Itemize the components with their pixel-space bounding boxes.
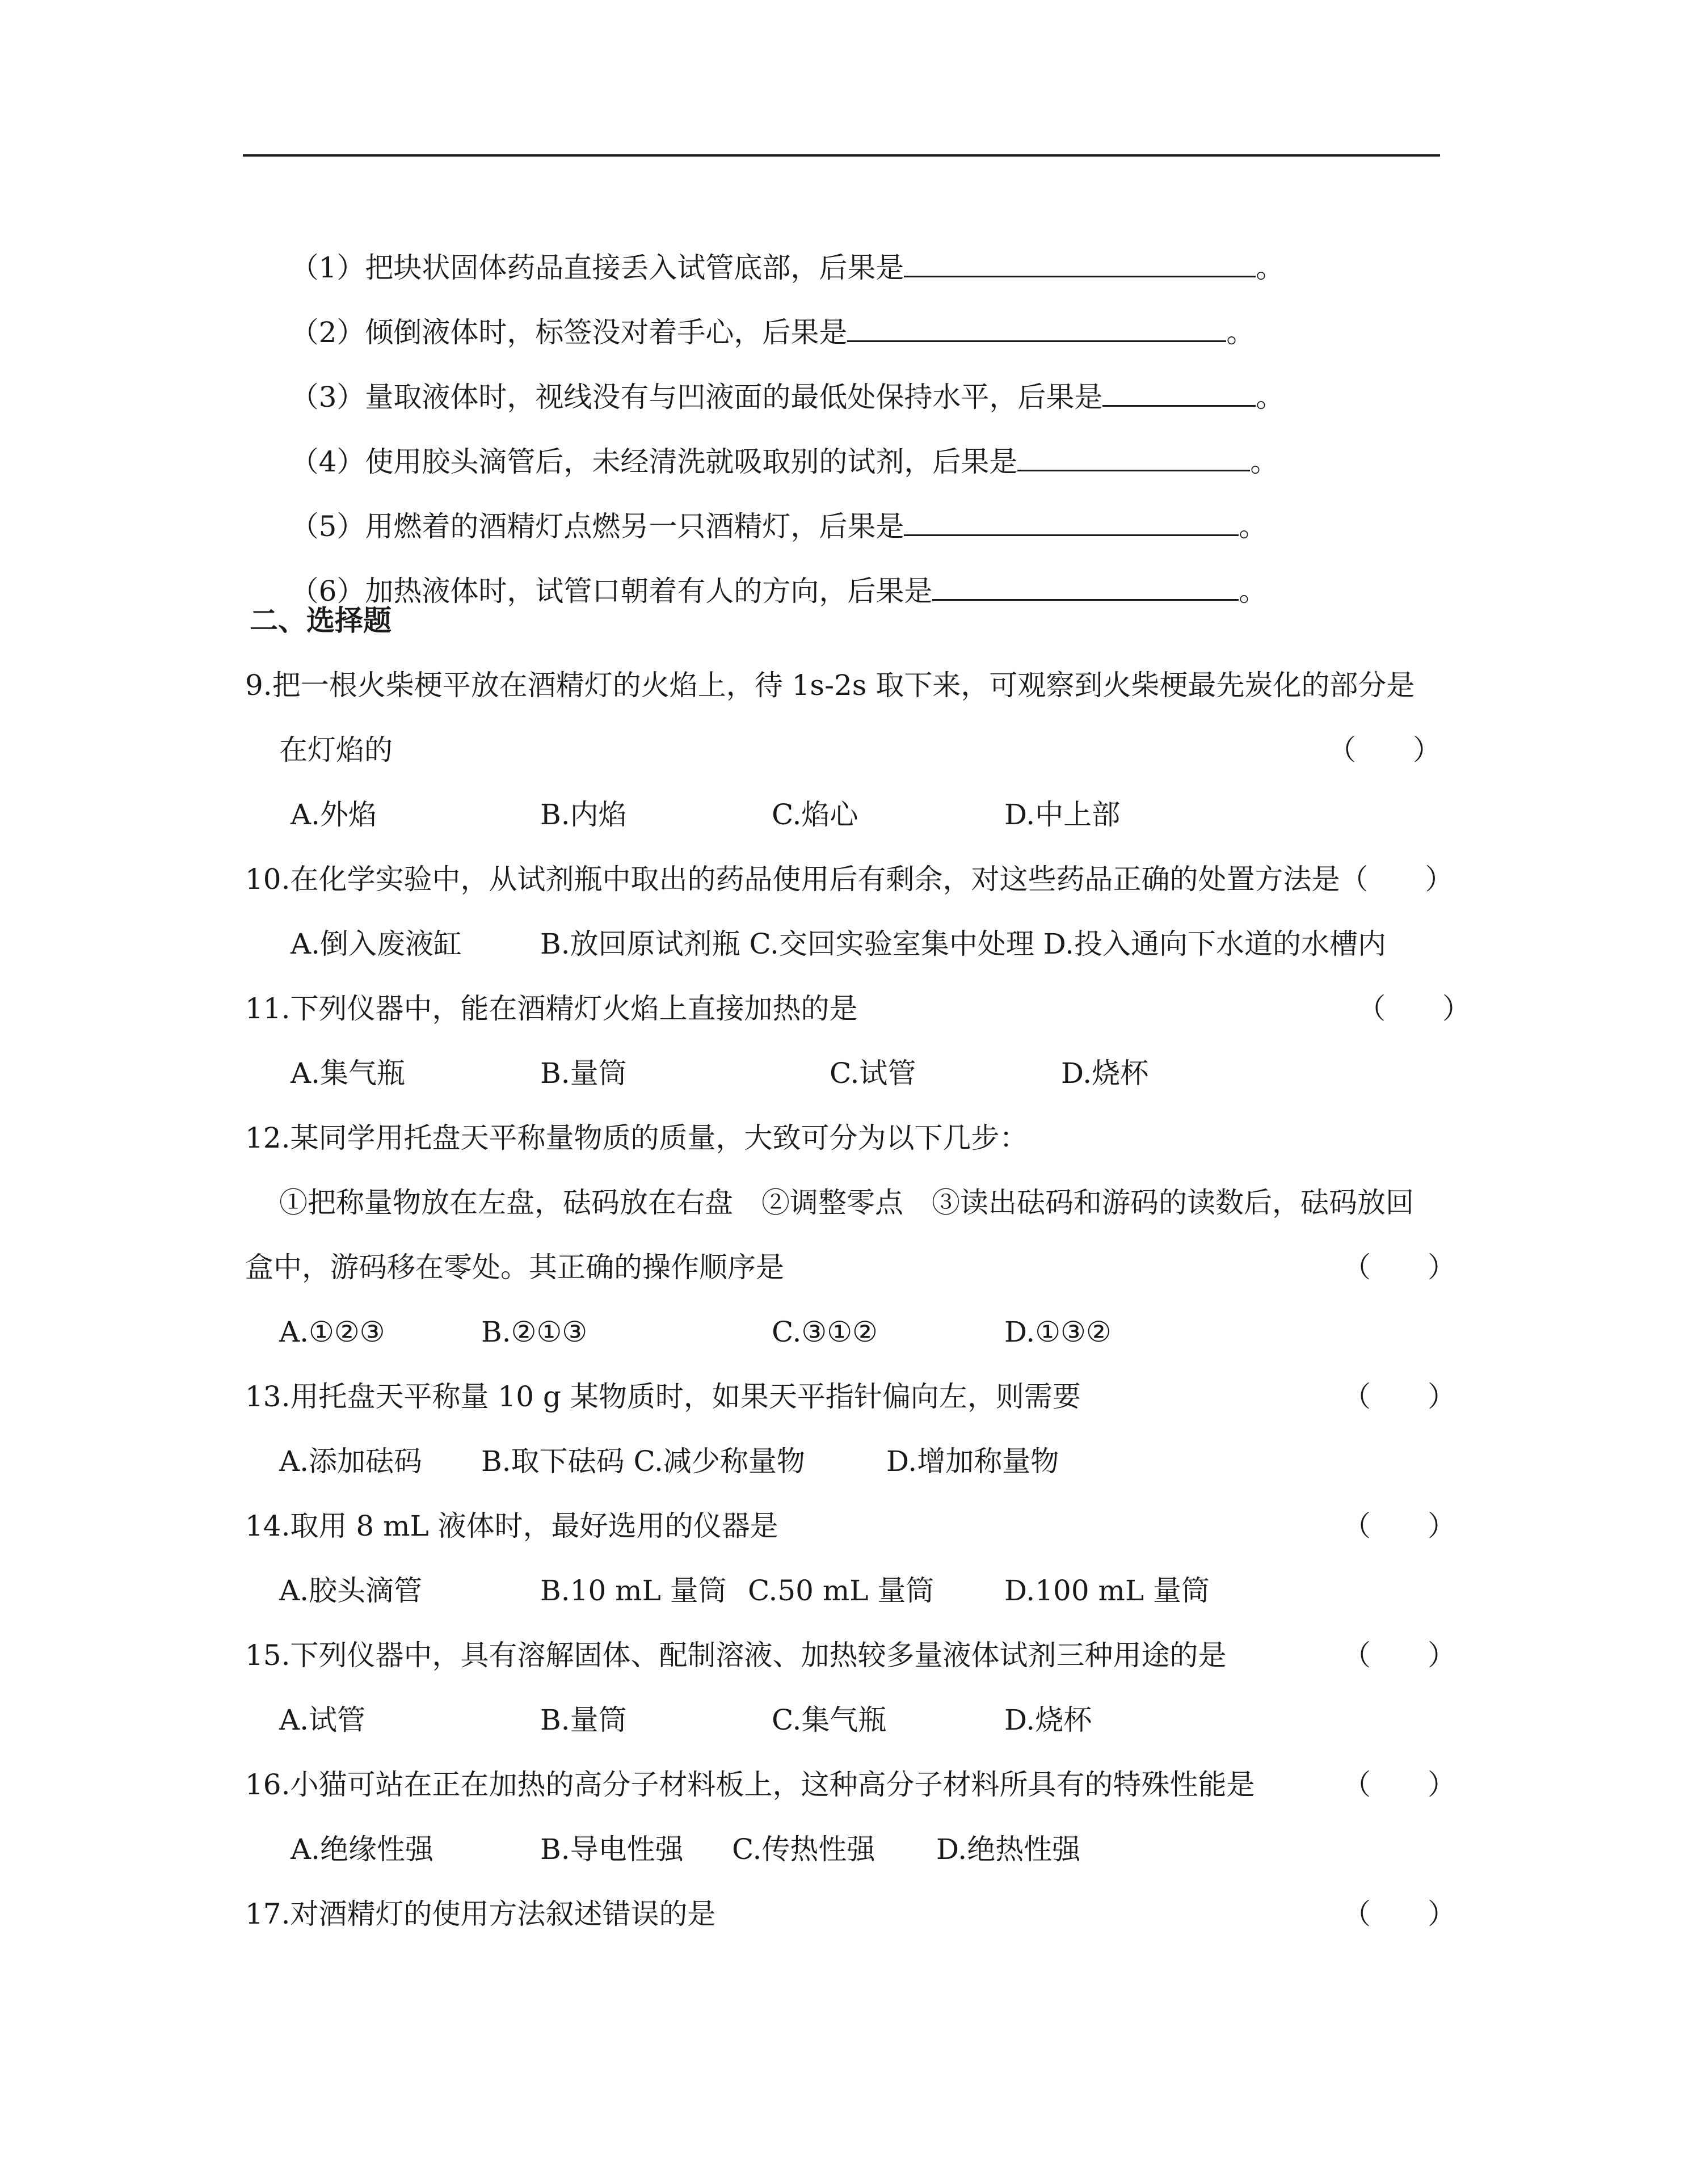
question-16-option-b[interactable]: B.导电性强 — [540, 1833, 684, 1866]
question-16-stem: 16.小猫可站在正在加热的高分子材料板上，这种高分子材料所具有的特殊性能是 — [245, 1768, 1255, 1801]
fill-item-3-text: （3）量取液体时，视线没有与凹液面的最低处保持水平，后果是 — [290, 381, 1103, 414]
fill-item-2-end: 。 — [1226, 316, 1255, 349]
fill-item-6 — [254, 539, 1267, 642]
question-9-stem: 9.把一根火柴梗平放在酒精灯的火焰上，待 1s-2s 取下来，可观察到火柴梗最先炭化的部分是 — [245, 669, 1415, 702]
question-14-stem: 14.取用 8 mL 液体时，最好选用的仪器是 — [245, 1510, 778, 1542]
question-11-option-a[interactable]: A.集气瓶 — [291, 1057, 406, 1090]
question-15-stem: 15.下列仪器中，具有溶解固体、配制溶液、加热较多量液体试剂三种用途的是 — [245, 1639, 1227, 1672]
answer-blank-1[interactable] — [904, 250, 1256, 277]
question-14-option-b[interactable]: B.10 mL 量筒 — [540, 1574, 727, 1607]
fill-item-5-end: 。 — [1239, 510, 1268, 543]
question-13-option-d[interactable]: D.增加称量物 — [886, 1445, 1059, 1478]
answer-blank-6[interactable] — [932, 573, 1239, 601]
question-15-option-d[interactable]: D.烧杯 — [1004, 1704, 1092, 1736]
question-9-option-b[interactable]: B.内焰 — [540, 798, 627, 831]
question-11-stem: 11.下列仪器中，能在酒精灯火焰上直接加热的是 — [245, 992, 858, 1025]
question-12-answer-paren[interactable]: （ ） — [1342, 1251, 1456, 1284]
question-9-option-c[interactable]: C.焰心 — [772, 798, 858, 831]
question-9-option-a[interactable]: A.外焰 — [291, 798, 377, 831]
fill-item-4-text: （4）使用胶头滴管后，未经清洗就吸取别的试剂，后果是 — [290, 445, 1018, 478]
question-10-option-a[interactable]: A.倒入废液缸 — [291, 927, 462, 960]
question-12-option-c[interactable]: C.③①② — [772, 1316, 878, 1348]
fill-item-4-end: 。 — [1250, 445, 1279, 478]
question-12-option-a[interactable]: A.①②③ — [279, 1316, 385, 1348]
question-16-answer-paren[interactable]: （ ） — [1342, 1768, 1456, 1801]
question-12-stem-steps: ①把称量物放在左盘，砝码放在右盘 ②调整零点 ③读出砝码和游码的读数后，砝码放回 — [279, 1186, 1414, 1219]
question-11-answer-paren[interactable]: （ ） — [1357, 992, 1471, 1025]
question-13-stem: 13.用托盘天平称量 10 g 某物质时，如果天平指针偏向左，则需要 — [245, 1380, 1081, 1413]
question-14-option-d[interactable]: D.100 mL 量筒 — [1004, 1574, 1210, 1607]
question-12-option-b[interactable]: B.②①③ — [481, 1316, 588, 1348]
question-12-option-d[interactable]: D.①③② — [1004, 1316, 1112, 1348]
question-15-option-c[interactable]: C.集气瓶 — [772, 1704, 887, 1736]
question-12-stem: 12.某同学用托盘天平称量物质的质量，大致可分为以下几步： — [245, 1121, 1028, 1154]
answer-blank-4[interactable] — [1017, 444, 1250, 471]
question-11-option-c[interactable]: C.试管 — [830, 1057, 916, 1090]
question-14-option-a[interactable]: A.胶头滴管 — [279, 1574, 423, 1607]
question-14-answer-paren[interactable]: （ ） — [1342, 1510, 1456, 1542]
question-9-option-d[interactable]: D.中上部 — [1004, 798, 1121, 831]
question-15-option-b[interactable]: B.量筒 — [540, 1704, 627, 1736]
question-9-stem-cont: 在灯焰的 — [279, 733, 393, 766]
fill-item-5-text: （5）用燃着的酒精灯点燃另一只酒精灯，后果是 — [290, 510, 904, 543]
fill-item-1-text: （1）把块状固体药品直接丢入试管底部，后果是 — [290, 251, 904, 284]
answer-blank-3[interactable] — [1102, 379, 1256, 407]
question-17-stem: 17.对酒精灯的使用方法叙述错误的是 — [245, 1898, 716, 1930]
question-12-stem-end: 盒中，游码移在零处。其正确的操作顺序是 — [245, 1251, 784, 1284]
header-rule — [243, 154, 1440, 157]
question-10-options-bcd[interactable]: B.放回原试剂瓶 C.交回实验室集中处理 D.投入通向下水道的水槽内 — [540, 927, 1386, 960]
question-11-option-d[interactable]: D.烧杯 — [1061, 1057, 1149, 1090]
question-11-option-b[interactable]: B.量筒 — [540, 1057, 627, 1090]
question-16-option-d[interactable]: D.绝热性强 — [936, 1833, 1081, 1866]
question-13-option-a[interactable]: A.添加砝码 — [279, 1445, 423, 1478]
fill-item-3-end: 。 — [1256, 381, 1285, 414]
question-13-answer-paren[interactable]: （ ） — [1342, 1380, 1456, 1413]
question-9-answer-paren[interactable]: （ ） — [1328, 733, 1441, 766]
answer-blank-5[interactable] — [904, 508, 1239, 536]
fill-item-6-text: （6）加热液体时，试管口朝着有人的方向，后果是 — [290, 575, 933, 608]
question-15-option-a[interactable]: A.试管 — [279, 1704, 366, 1736]
section-title: 二、选择题 — [250, 604, 392, 637]
question-15-answer-paren[interactable]: （ ） — [1342, 1639, 1456, 1672]
question-10-stem: 10.在化学实验中，从试剂瓶中取出的药品使用后有剩余，对这些药品正确的处置方法是（ ） — [245, 863, 1454, 896]
fill-item-6-end: 。 — [1239, 575, 1268, 608]
answer-blank-2[interactable] — [847, 314, 1226, 342]
fill-item-2-text: （2）倾倒液体时，标签没对着手心，后果是 — [290, 316, 848, 349]
question-16-option-a[interactable]: A.绝缘性强 — [291, 1833, 434, 1866]
question-14-option-c[interactable]: C.50 mL 量筒 — [748, 1574, 934, 1607]
question-16-option-c[interactable]: C.传热性强 — [732, 1833, 875, 1866]
fill-item-1-end: 。 — [1256, 251, 1285, 284]
question-17-answer-paren[interactable]: （ ） — [1342, 1898, 1456, 1930]
question-13-options-bc[interactable]: B.取下砝码 C.减少称量物 — [481, 1445, 805, 1478]
